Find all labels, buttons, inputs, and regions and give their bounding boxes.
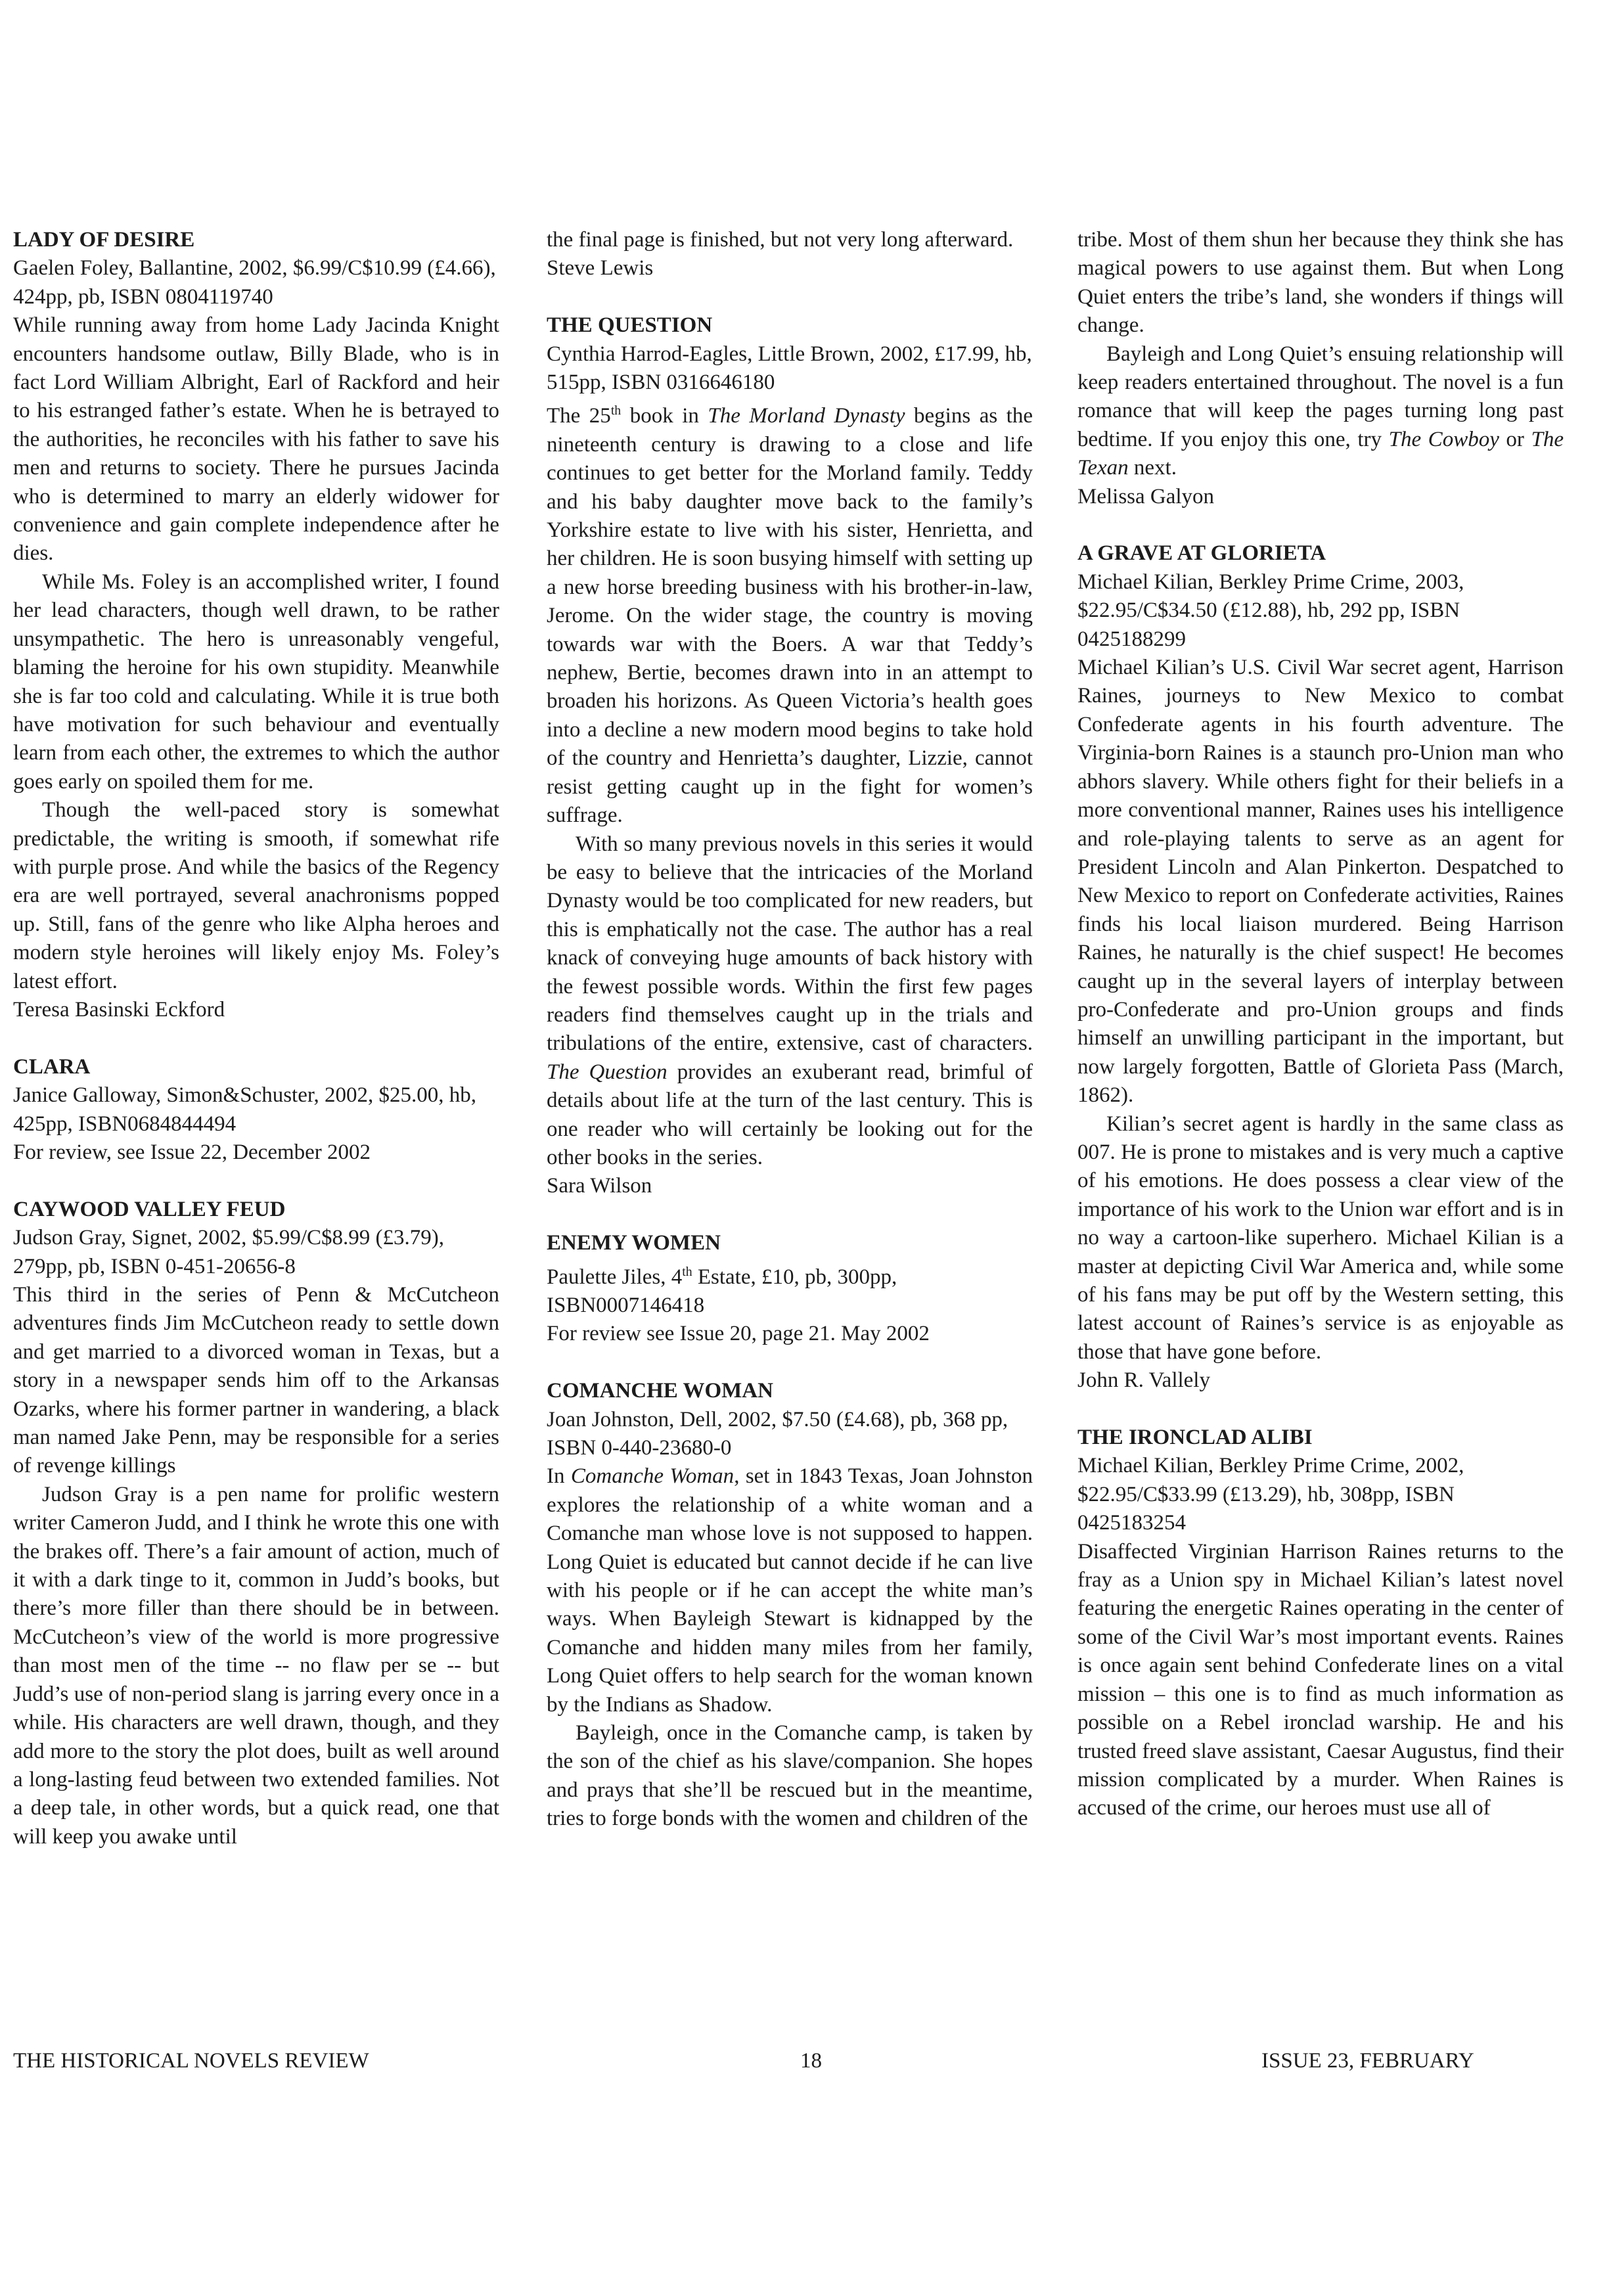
column-3 (1077, 226, 1564, 1823)
reviewer-name: Steve Lewis (547, 256, 654, 281)
spacer (13, 1167, 499, 1195)
book-details: Judson Gray, Signet, 2002, $5.99/C$8.99 (£3.79), 279pp, pb, ISBN 0-451-20656-8 (13, 1226, 445, 1278)
review-paragraph: With so many previous novels in this series it would be easy to believe that the intricacies of the Morland Dynasty would be too complicated for new readers, but this is emphatically not the case. The author has a real knack of conveying huge amounts of back history with the fewest possible words. Within the first few pages readers find themselves caught up in the trials and tribulations of the entire, extensive, cast of characters. The Question provides an exuberant read, brimful of details about life at the turn of the last century. This is one reader who will certainly be looking out for the other books in the series. (547, 832, 1033, 1169)
footer-publication-title: THE HISTORICAL NOVELS REVIEW (13, 2049, 369, 2073)
review-paragraph: tribe. Most of them shun her because they think she has magical powers to use against them. But when Long Quiet enters the tribe’s land, she wonders if things will change. (1077, 228, 1564, 338)
review-title: A GRAVE AT GLORIETA (1077, 541, 1326, 566)
book-details: Cynthia Harrod-Eagles, Little Brown, 2002, £17.99, hb, 515pp, ISBN 0316646180 (547, 342, 1032, 395)
reviewer-name: John R. Vallely (1077, 1368, 1210, 1393)
reviewer-name: Melissa Galyon (1077, 484, 1215, 508)
review-paragraph: This third in the series of Penn & McCutcheon adventures finds Jim McCutcheon ready to settle down and get married to a divorced woman in Texas, but a story in a newspaper sends him off to the Arkansas Ozarks, where his former partner in wandering, a black man named Jake Penn, may be responsible for a series of revenge killings (13, 1283, 499, 1478)
footer-issue: ISSUE 23, FEBRUARY (1261, 2049, 1474, 2073)
book-details: Janice Galloway, Simon&Schuster, 2002, $25.00, hb, 425pp, ISBN0684844494 (13, 1083, 477, 1136)
review-paragraph: Bayleigh, once in the Comanche camp, is taken by the son of the chief as his slave/companion. She hopes and prays that she’ll be rescued but in the meantime, tries to forge bonds with the women and children of the (547, 1721, 1033, 1831)
reviewer-name: For review see Issue 20, page 21. May 2002 (547, 1322, 930, 1346)
review-paragraph: The 25th book in The Morland Dynasty begins as the nineteenth century is drawing to a close and life continues to get better for the Morland family. Teddy and his baby daughter move back to the family’s Yorkshire estate to live with his sister, Henrietta, and her children. He is soon busying himself with setting up a new horse breeding business with his brother-in-law, Jerome. On the wider stage, the country is moving towards war with the Boers. A war that Teddy’s nephew, Bertie, becomes drawn into in an attempt to broaden his horizons. As Queen Victoria’s health goes into a decline a new modern mood begins to take hold of the country and Henrietta’s daughter, Lizzie, cannot resist getting caught up in the fight for women’s suffrage. (547, 403, 1033, 828)
review-paragraph: Michael Kilian’s U.S. Civil War secret agent, Harrison Raines, journeys to New Mexico to combat Confederate agents in his fourth adventure. The Virginia-born Raines is a staunch pro-Union man who abhors slavery. While others fight for their beliefs in a more conventional manner, Raines uses his intelligence and role-playing talents to serve as an agent for President Lincoln and Alan Pinkerton. Despatched to New Mexico to report on Confederate activities, Raines finds his local liaison murdered. Being Harrison Raines, he naturally is the chief suspect! He becomes caught up in the several layers of interplay between pro-Confederate and pro-Union groups and finds himself an unwilling participant in the important, but now largely forgotten, Battle of Glorieta Pass (March, 1862). (1077, 656, 1564, 1108)
reviewer-name: For review, see Issue 22, December 2002 (13, 1140, 371, 1164)
spacer (1077, 1395, 1564, 1424)
spacer (547, 1349, 1033, 1377)
reviewer-name: Teresa Basinski Eckford (13, 997, 225, 1022)
spacer (13, 1024, 499, 1052)
column-1 (13, 226, 499, 1851)
book-details: Joan Johnston, Dell, 2002, $7.50 (£4.68), pb, 368 pp, ISBN 0-440-23680-0 (547, 1407, 1008, 1460)
book-details: Paulette Jiles, 4th Estate, £10, pb, 300pp, ISBN0007146418 (547, 1264, 897, 1317)
book-details: Michael Kilian, Berkley Prime Crime, 2003, $22.95/C$34.50 (£12.88), hb, 292 pp, ISBN 0425188299 (1077, 570, 1464, 651)
review-title: CLARA (13, 1054, 91, 1079)
footer-page-number: 18 (800, 2049, 822, 2073)
review-title: LADY OF DESIRE (13, 228, 195, 252)
spacer (547, 283, 1033, 311)
review-paragraph: Bayleigh and Long Quiet’s ensuing relationship will keep readers entertained throughout. The novel is a fun romance that will keep the pages turning long past bedtime. If you enjoy this one, try The Cowboy or The Texan next. (1077, 342, 1564, 480)
spacer (1077, 511, 1564, 539)
review-title: CAYWOOD VALLEY FEUD (13, 1197, 286, 1221)
review-paragraph: Judson Gray is a pen name for prolific western writer Cameron Judd, and I think he wrote this one with the brakes off. There’s a fair amount of action, much of it with a dark tinge to it, common in Judd’s books, but there’s more filler than there should be in between. McCutcheon’s view of the world is more progressive than most men of the time -- no flaw per se -- but Judd’s use of non-period slang is jarring every once in a while. His characters are well drawn, though, and they add more to the story the plot does, built as well around a long-lasting feud between two extended families. Not a deep tale, in other words, but a quick read, one that will keep you awake until (13, 1482, 499, 1849)
review-title: THE QUESTION (547, 313, 713, 338)
review-title: THE IRONCLAD ALIBI (1077, 1426, 1313, 1450)
book-details: Michael Kilian, Berkley Prime Crime, 2002, $22.95/C$33.99 (£13.29), hb, 308pp, ISBN 0425183254 (1077, 1454, 1464, 1535)
spacer (547, 1201, 1033, 1229)
review-paragraph: Kilian’s secret agent is hardly in the same class as 007. He is prone to mistakes and is very much a captive of his emotions. He does possess a clear view of the importance of his work to the Union war effort and is in no way a cartoon-like superhero. Michael Kilian is a master at depicting Civil War America and, while some of his fans may be put off by the Western setting, this latest account of Raines’s service is as enjoyable as those that have gone before. (1077, 1112, 1564, 1364)
review-paragraph: Disaffected Virginian Harrison Raines returns to the fray as a Union spy in Michael Kilian’s latest novel featuring the energetic Raines operating in the center of some of the Civil War’s most important events. Raines is once again sent behind Confederate lines on a vital mission – this one is to find as much information as possible on a Rebel ironclad warship. He and his trusted freed slave assistant, Caesar Augustus, find their mission complicated by a murder. When Raines is accused of the crime, our heroes must use all of (1077, 1539, 1564, 1820)
reviewer-name: Sara Wilson (547, 1174, 652, 1198)
review-paragraph: While Ms. Foley is an accomplished writer, I found her lead characters, though well drawn, to be rather unsympathetic. The hero is unreasonably vengeful, blaming the heroine for his own stupidity. Meanwhile she is far too cold and calculating. While it is true both have motivation for such behaviour and eventually learn from each other, the extremes to which the author goes early on spoiled them for me. (13, 570, 499, 794)
review-paragraph: the final page is finished, but not very long afterward. (547, 228, 1014, 252)
review-paragraph: Though the well-paced story is somewhat predictable, the writing is smooth, if somewhat rife with purple prose. And while the basics of the Regency era are well portrayed, several anachronisms popped up. Still, fans of the genre who like Alpha heroes and modern style heroines will likely enjoy Ms. Foley’s latest effort. (13, 798, 499, 993)
book-details: Gaelen Foley, Ballantine, 2002, $6.99/C$10.99 (£4.66), 424pp, pb, ISBN 0804119740 (13, 256, 496, 309)
review-title: ENEMY WOMEN (547, 1231, 721, 1255)
review-paragraph: In Comanche Woman, set in 1843 Texas, Joan Johnston explores the relationship of a white woman and a Comanche man whose love is not supposed to happen. Long Quiet is educated but cannot decide if he can live with his people or if he can accept the white man’s ways. When Bayleigh Stewart is kidnapped by the Comanche and hidden many miles from her family, Long Quiet offers to help search for the woman known by the Indians as Shadow. (547, 1464, 1033, 1717)
review-title: COMANCHE WOMAN (547, 1379, 773, 1403)
review-paragraph: While running away from home Lady Jacinda Knight encounters handsome outlaw, Billy Blade, who is in fact Lord William Albright, Earl of Rackford and heir to his estranged father’s estate. When he is betrayed to the authorities, he reconciles with his father to save his men and returns to society. There he pursues Jacinda who is determined to marry an elderly widower for convenience and gain complete independence after he dies. (13, 313, 499, 566)
column-2 (547, 226, 1033, 1834)
